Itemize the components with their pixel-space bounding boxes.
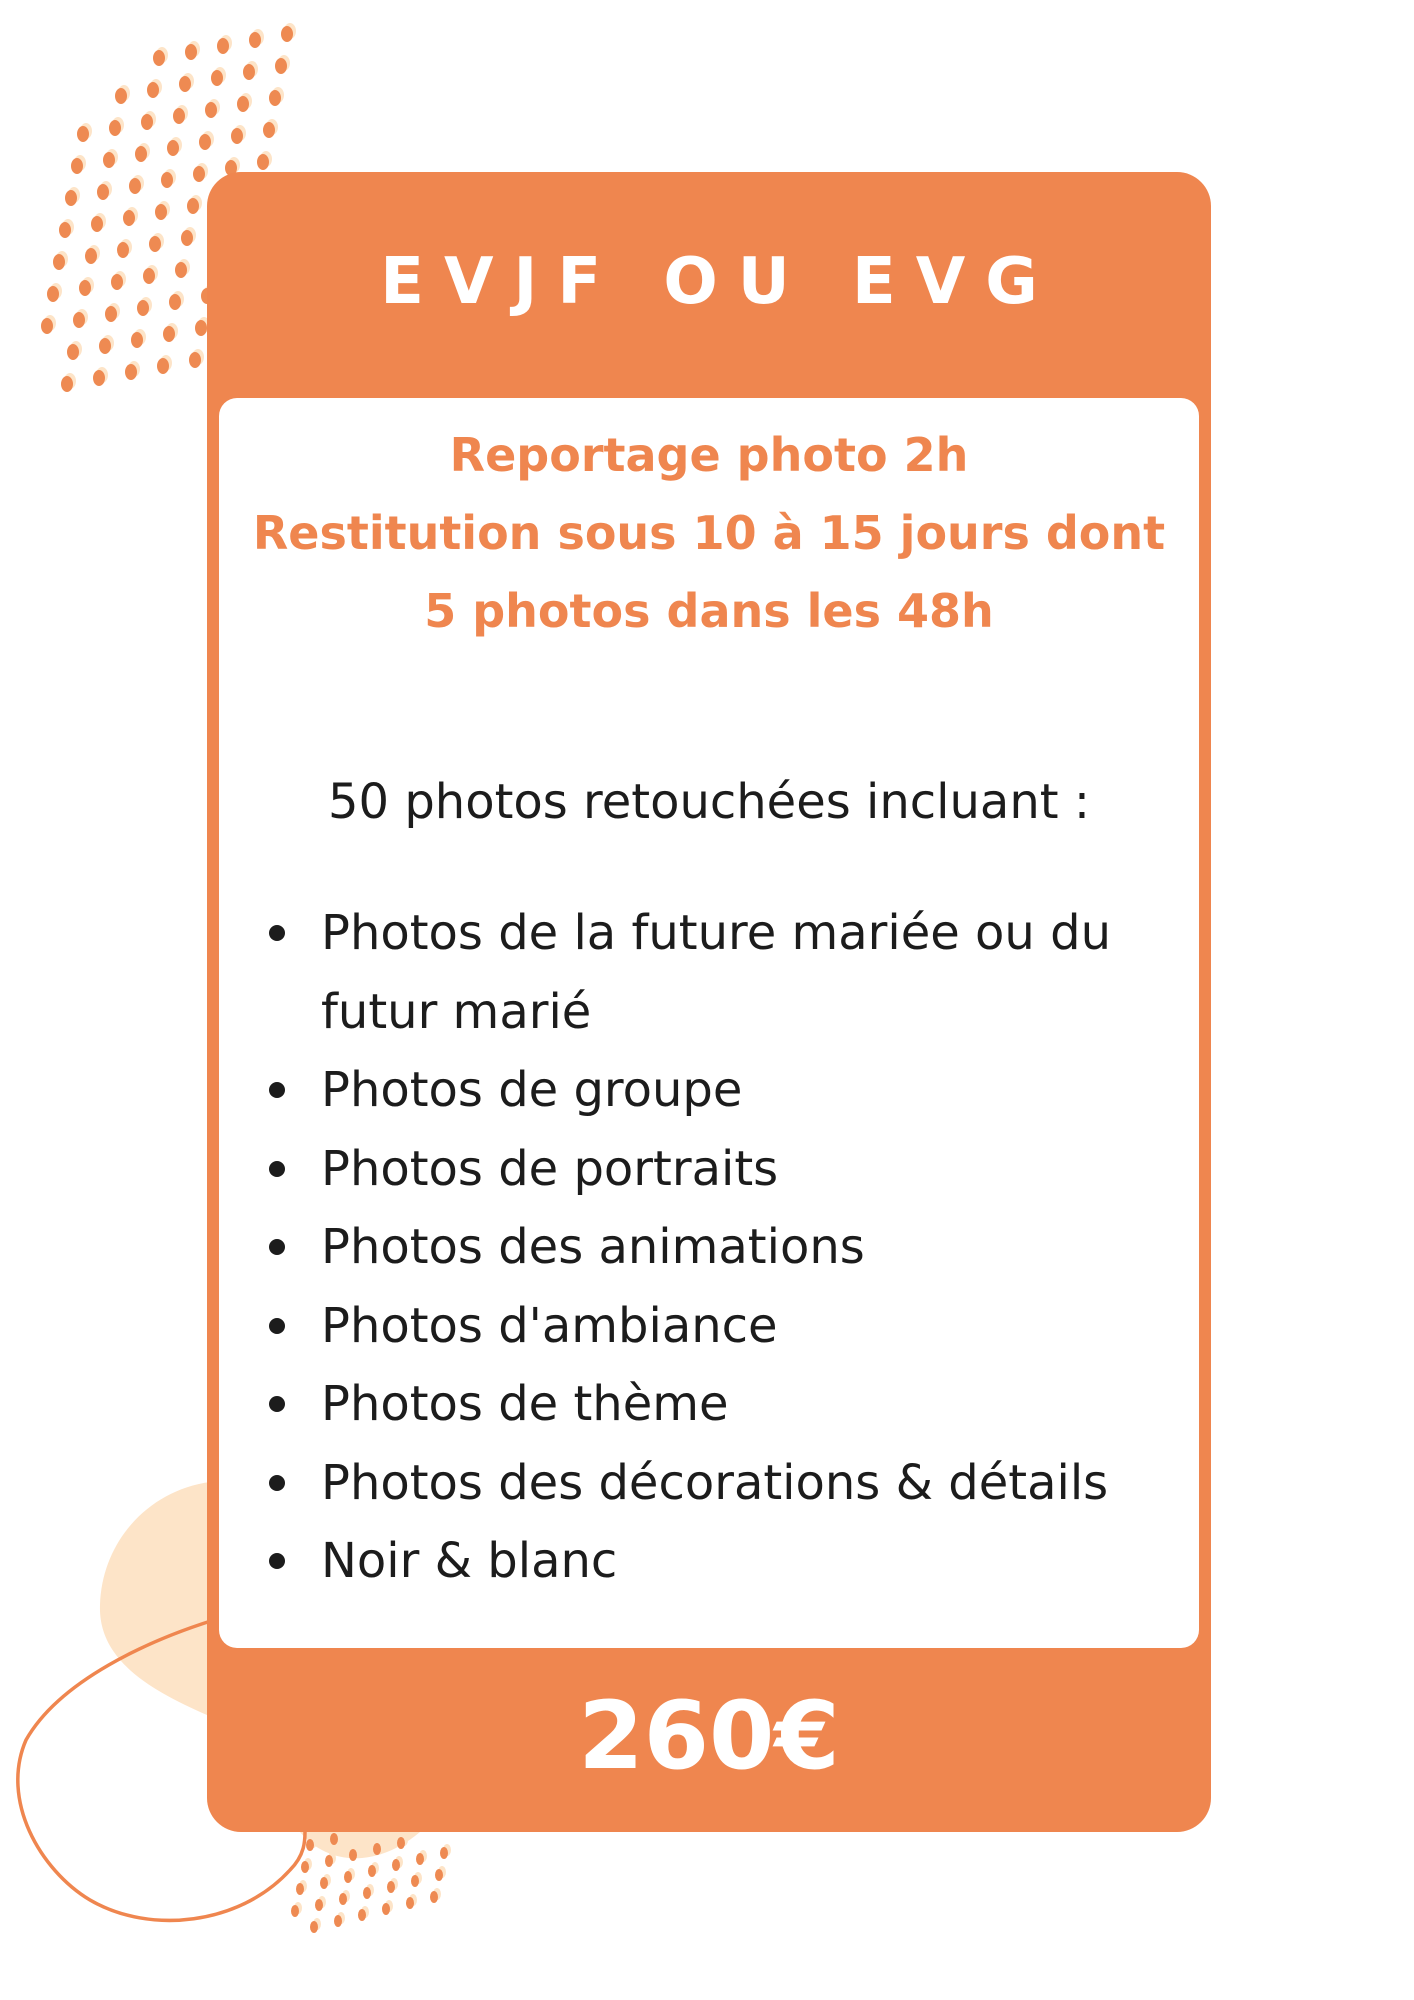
decorative-dot-shadow [419,1850,427,1862]
decorative-dot-shadow [272,87,284,103]
decorative-dot [411,1875,419,1887]
decorative-dot [406,1897,414,1909]
decorative-dot-shadow [106,149,118,165]
decorative-dot [325,1855,333,1867]
feature-item: Photos des animations [321,1208,1199,1287]
decorative-dot [71,158,83,174]
decorative-dot-shadow [170,137,182,153]
decorative-dot [73,312,85,328]
decorative-dot [137,300,149,316]
summary-line: Reportage photo 2h [449,428,969,482]
feature-item: Photos de groupe [321,1051,1199,1130]
decorative-dot-shadow [371,1862,379,1874]
decorative-dot-shadow [152,233,164,249]
bullet-icon [269,1475,285,1491]
decorative-dot [79,280,91,296]
decorative-dot-shadow [176,105,188,121]
decorative-dot [115,88,127,104]
decorative-dot [344,1871,352,1883]
decorative-dot [269,90,281,106]
decorative-dot [141,114,153,130]
decorative-dot [163,326,175,342]
decorative-dot-shadow [182,73,194,89]
feature-item: Photos de thème [321,1365,1199,1444]
decorative-dot [187,198,199,214]
decorative-dot-shadow [80,123,92,139]
decorative-dot-shadow [443,1844,451,1856]
decorative-dot-shadow [112,117,124,133]
feature-item: Photos de la future mariée ou du futur marié [321,894,1141,1051]
decorative-dot-shadow [309,1836,317,1848]
decorative-dot [368,1865,376,1877]
decorative-dot-shadow [409,1894,417,1906]
decorative-dot-shadow [390,1878,398,1890]
decorative-dot-shadow [234,125,246,141]
decorative-dot-shadow [385,1900,393,1912]
decorative-dot [65,190,77,206]
decorative-dot-shadow [68,187,80,203]
decorative-dot [243,64,255,80]
decorative-dot-shadow [62,219,74,235]
decorative-dot [435,1869,443,1881]
decorative-dot [349,1849,357,1861]
bullet-icon [269,1553,285,1569]
decorative-dot-shadow [118,85,130,101]
decorative-dot [320,1877,328,1889]
peach-blob-shape [100,1482,210,1715]
decorative-dot-shadow [156,47,168,63]
decorative-dot-shadow [395,1856,403,1868]
decorative-dot [117,242,129,258]
decorative-dot [135,146,147,162]
decorative-dot-shadow [102,335,114,351]
decorative-dot-shadow [337,1912,345,1924]
decorative-dot-shadow [240,93,252,109]
decorative-dot-shadow [146,265,158,281]
decorative-dot-shadow [178,259,190,275]
decorative-dot [59,222,71,238]
decorative-dot-shadow [108,303,120,319]
decorative-dot [237,96,249,112]
decorative-dot [41,318,53,334]
decorative-dot [296,1883,304,1895]
decorative-dot [143,268,155,284]
decorative-dot-shadow [438,1866,446,1878]
decorative-dot [85,248,97,264]
decorative-dot [339,1893,347,1905]
decorative-dot [175,262,187,278]
decorative-dot-shadow [82,277,94,293]
decorative-dot [231,128,243,144]
decorative-dot-shadow [172,291,184,307]
decorative-dot-shadow [214,67,226,83]
package-summary [219,416,1199,650]
decorative-dot-shadow [44,315,56,331]
decorative-dot [416,1853,424,1865]
decorative-dot-shadow [318,1896,326,1908]
decorative-dot-shadow [150,79,162,95]
decorative-dot-shadow [76,309,88,325]
decorative-dot [47,286,59,302]
dots-pattern-bottom [291,1830,451,1933]
decorative-dot [249,32,261,48]
decorative-dot-shadow [304,1858,312,1870]
included-intro: 50 photos retouchées incluant : [328,774,1090,830]
decorative-dot [185,44,197,60]
decorative-dot [373,1843,381,1855]
decorative-dot [281,26,293,42]
pricing-card [207,172,1211,1832]
decorative-dot [199,134,211,150]
decorative-dot [61,376,73,392]
decorative-dot [189,352,201,368]
decorative-dot-shadow [202,131,214,147]
decorative-dot-shadow [144,111,156,127]
decorative-dot-shadow [134,329,146,345]
decorative-dot-shadow [260,151,272,167]
package-price: 260€ [578,1682,840,1791]
decorative-dot-shadow [166,323,178,339]
decorative-dot [363,1887,371,1899]
decorative-dot-shadow [56,251,68,267]
decorative-dot [173,108,185,124]
decorative-dot-shadow [64,373,76,389]
decorative-dot [306,1839,314,1851]
decorative-dot [125,364,137,380]
decorative-dot-shadow [126,207,138,223]
decorative-dot [77,126,89,142]
decorative-dot-shadow [196,163,208,179]
decorative-dot-shadow [313,1918,321,1930]
decorative-dot-shadow [414,1872,422,1884]
decorative-dot-shadow [252,29,264,45]
decorative-dot [211,70,223,86]
feature-item: Photos des décorations & détails [321,1444,1199,1523]
decorative-dot-shadow [164,169,176,185]
decorative-dot [147,82,159,98]
package-title: EVJF OU EVG [380,245,1058,319]
decorative-dot [179,76,191,92]
decorative-dot-shadow [361,1906,369,1918]
decorative-dot [440,1847,448,1859]
bullet-icon [269,1161,285,1177]
decorative-dot [157,358,169,374]
decorative-dot-shadow [100,181,112,197]
decorative-dot-shadow [50,283,62,299]
decorative-dot-shadow [184,227,196,243]
decorative-dot-shadow [347,1868,355,1880]
bullet-icon [269,1082,285,1098]
decorative-dot-shadow [192,349,204,365]
feature-item: Noir & blanc [321,1522,1199,1601]
decorative-dot [358,1909,366,1921]
decorative-dot [93,370,105,386]
decorative-dot [263,122,275,138]
decorative-dot [167,140,179,156]
feature-item: Photos d'ambiance [321,1287,1199,1366]
decorative-dot [301,1861,309,1873]
decorative-dot-shadow [190,195,202,211]
decorative-dot [330,1833,338,1845]
decorative-dot [129,178,141,194]
decorative-dot-shadow [299,1880,307,1892]
decorative-dot-shadow [323,1874,331,1886]
decorative-dot-shadow [160,355,172,371]
decorative-dot-shadow [120,239,132,255]
decorative-dot-shadow [70,341,82,357]
decorative-dot [99,338,111,354]
decorative-dot-shadow [342,1890,350,1902]
decorative-dot-shadow [352,1846,360,1858]
decorative-dot-shadow [140,297,152,313]
decorative-dot [131,332,143,348]
decorative-dot-shadow [74,155,86,171]
summary-line: Restitution sous 10 à 15 jours dont [252,506,1166,560]
decorative-dot [193,166,205,182]
feature-item: Photos de portraits [321,1130,1199,1209]
bullet-icon [269,1396,285,1412]
decorative-dot-shadow [188,41,200,57]
decorative-dot-shadow [138,143,150,159]
decorative-dot [109,120,121,136]
decorative-dot-shadow [128,361,140,377]
decorative-dot-shadow [88,245,100,261]
decorative-dot [105,306,117,322]
decorative-dot [91,216,103,232]
decorative-dot-shadow [433,1888,441,1900]
decorative-dot [430,1891,438,1903]
decorative-dot [103,152,115,168]
decorative-dot-shadow [284,23,296,39]
decorative-dot-shadow [132,175,144,191]
decorative-dot-shadow [266,119,278,135]
decorative-dot [387,1881,395,1893]
decorative-dot-shadow [366,1884,374,1896]
decorative-dot [153,50,165,66]
feature-list [219,894,1199,1601]
decorative-dot-shadow [94,213,106,229]
decorative-dot [97,184,109,200]
summary-line: 5 photos dans les 48h [424,584,994,638]
decorative-dot [257,154,269,170]
decorative-dot-shadow [328,1852,336,1864]
decorative-dot [205,102,217,118]
decorative-dot [169,294,181,310]
decorative-dot-shadow [278,55,290,71]
decorative-dot-shadow [376,1840,384,1852]
decorative-dot [111,274,123,290]
decorative-dot [397,1837,405,1849]
decorative-dot [123,210,135,226]
package-details-panel [219,398,1199,1648]
decorative-dot [155,204,167,220]
decorative-dot [392,1859,400,1871]
decorative-dot [161,172,173,188]
decorative-dot [217,38,229,54]
decorative-dot [195,320,207,336]
decorative-dot-shadow [208,99,220,115]
decorative-dot-shadow [246,61,258,77]
decorative-dot [315,1899,323,1911]
decorative-dot [181,230,193,246]
bullet-icon [269,925,285,941]
decorative-dot-shadow [96,367,108,383]
decorative-dot-shadow [158,201,170,217]
decorative-dot-shadow [114,271,126,287]
bullet-icon [269,1318,285,1334]
bullet-icon [269,1239,285,1255]
decorative-dot-shadow [228,157,240,173]
decorative-dot [67,344,79,360]
decorative-dot-shadow [294,1902,302,1914]
decorative-dot [149,236,161,252]
decorative-dot [334,1915,342,1927]
decorative-dot-shadow [220,35,232,51]
decorative-dot [291,1905,299,1917]
decorative-dot-shadow [400,1834,408,1846]
decorative-dot [310,1921,318,1933]
peach-blob-shape [300,1832,420,1858]
decorative-dot [382,1903,390,1915]
decorative-dot [275,58,287,74]
decorative-dot [53,254,65,270]
